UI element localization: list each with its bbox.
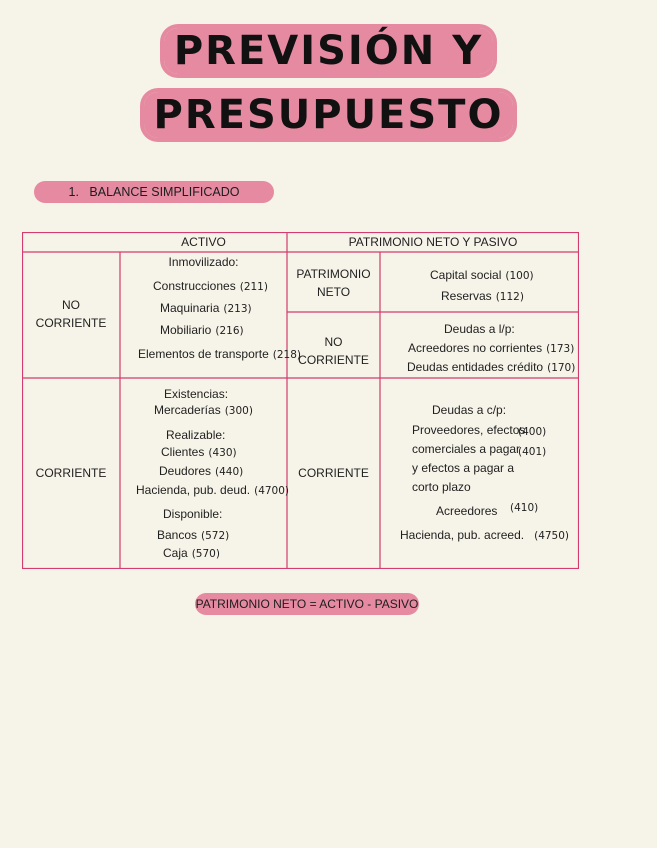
deudas-lp-title: Deudas a l/p:	[444, 322, 515, 336]
deudas-lp-item	[408, 340, 574, 357]
acreedores-code	[510, 499, 538, 516]
patrimonio-item	[441, 288, 524, 305]
inmovilizado-item	[160, 322, 244, 339]
item-name: Hacienda, pub. acreed.	[400, 528, 525, 542]
proveedores-code	[518, 443, 546, 460]
item-name: Maquinaria	[160, 301, 220, 315]
item-code: (170)	[547, 362, 576, 374]
left-no-corriente-label: NO CORRIENTE	[35, 298, 107, 330]
item-name: Acreedores	[436, 504, 498, 518]
deudas-lp-item	[407, 359, 575, 376]
realizable-item	[136, 482, 289, 499]
item-name: Deudas entidades crédito	[407, 360, 544, 374]
proveedores-line: corto plazo	[412, 480, 471, 494]
item-name: Caja	[163, 546, 188, 560]
item-name: Mercaderías	[154, 403, 221, 417]
proveedores-code	[518, 423, 546, 440]
item-code: (213)	[223, 303, 252, 315]
item-name: Mobiliario	[160, 323, 212, 337]
item-code: (173)	[546, 343, 575, 355]
item-code: (100)	[505, 270, 534, 282]
balance-table	[22, 232, 579, 569]
existencias-title: Existencias:	[164, 387, 229, 401]
proveedores-line: y efectos a pagar a	[412, 461, 515, 475]
proveedores-line: comerciales a pagar	[412, 442, 521, 456]
item-code: (218)	[272, 349, 301, 361]
hacienda-acreed-item	[400, 527, 569, 544]
section-number: 1.	[68, 185, 79, 199]
existencias-item	[154, 402, 253, 419]
realizable-title: Realizable:	[166, 428, 226, 442]
deudas-cp-title: Deudas a c/p:	[432, 403, 507, 417]
title-line-1	[0, 28, 657, 74]
left-corriente-label: CORRIENTE	[35, 466, 107, 480]
inmovilizado-item	[138, 346, 301, 363]
item-code: (216)	[215, 325, 244, 337]
section-label: BALANCE SIMPLIFICADO	[89, 185, 240, 199]
item-code: (112)	[495, 291, 524, 303]
item-name: Elementos de transporte	[138, 347, 269, 361]
item-name: Acreedores no corrientes	[408, 341, 543, 355]
formula-pill	[195, 593, 419, 615]
header-activo: ACTIVO	[181, 235, 226, 249]
inmovilizado-title: Inmovilizado:	[168, 255, 239, 269]
item-name: Deudores	[159, 464, 212, 478]
item-name: Clientes	[161, 445, 205, 459]
item-code: (300)	[224, 405, 253, 417]
item-name: Construcciones	[153, 279, 236, 293]
item-code: (570)	[191, 548, 220, 560]
section-heading	[34, 181, 274, 203]
item-name: Reservas	[441, 289, 492, 303]
item-name: Bancos	[157, 528, 198, 542]
right-no-corriente-label: NO CORRIENTE	[298, 335, 369, 367]
formula-text: PATRIMONIO NETO = ACTIVO - PASIVO	[195, 597, 419, 611]
realizable-item	[161, 444, 237, 461]
item-code: (440)	[215, 466, 244, 478]
patrimonio-neto-label: PATRIMONIO NETO	[296, 267, 371, 299]
realizable-item	[159, 463, 243, 480]
disponible-item	[157, 527, 229, 544]
patrimonio-item	[430, 267, 534, 284]
item-code: (430)	[208, 447, 237, 459]
proveedores-line: Proveedores, efectos	[412, 423, 526, 437]
item-code: (400)	[518, 426, 547, 438]
acreedores-item	[436, 503, 497, 519]
inmovilizado-item	[160, 300, 252, 317]
item-name: Hacienda, pub. deud.	[136, 483, 251, 497]
item-code: (211)	[239, 281, 268, 293]
title-line-1-text: PREVISIÓN Y	[164, 28, 493, 74]
item-code: (4750)	[534, 530, 570, 542]
header-patrimonio-pasivo: PATRIMONIO NETO Y PASIVO	[348, 235, 518, 249]
item-code: (401)	[518, 446, 547, 458]
title-line-2-text: PRESUPUESTO	[144, 92, 514, 138]
item-name: Capital social	[430, 268, 502, 282]
item-code: (410)	[510, 502, 539, 514]
right-corriente-label: CORRIENTE	[298, 466, 369, 480]
inmovilizado-item	[153, 278, 268, 295]
disponible-title: Disponible:	[163, 507, 223, 521]
item-code: (4700)	[254, 485, 290, 497]
item-code: (572)	[201, 530, 230, 542]
disponible-item	[163, 545, 220, 562]
title-line-2	[0, 92, 657, 138]
